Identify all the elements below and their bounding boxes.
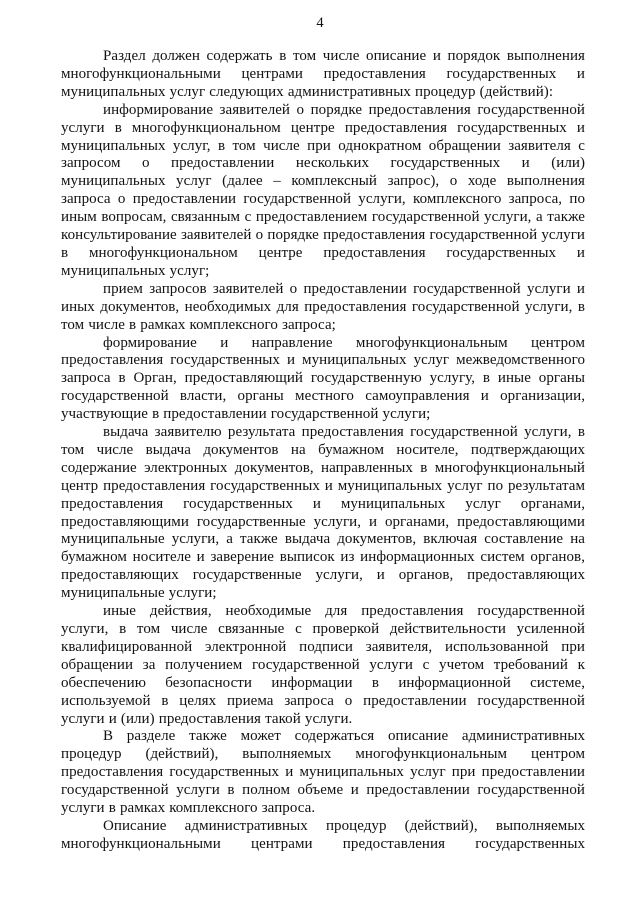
paragraph-interagency-request: формирование и направление многофункциональным центром предоставления государственных и муниципальных услуг межведомственного запроса в Орган, предоставляющий государственную услугу, в иные органы государственной власти, органы местного самоуправления и организации, участвующие в предоставлении государственной услуги; — [61, 334, 585, 423]
paragraph-informing-applicants: информирование заявителей о порядке предоставления государственной услуги в многофункциональном центре предоставления государственных и муниципальных услуг, в том числе при однократном обращении заявителя с запросом о предоставлении нескольких государственных и (или) муниципальных услуг (далее – комплексный запрос), о ходе выполнения запроса о предоставлении государственной услуги, комплексного запроса, по иным вопросам, связанным с предоставлением государственной услуги, а также консультирование заявителей о порядке предоставления государственной услуги в многофункциональном центре предоставления государственных и муниципальных услуг; — [61, 101, 585, 279]
paragraph-section-content: Раздел должен содержать в том числе описание и порядок выполнения многофункциональными центрами предоставления государственных и муниципальных услуг следующих административных процедур (действий): — [61, 48, 585, 100]
paragraph-section-may-contain: В разделе также может содержаться описание административных процедур (действий), выполняемых многофункциональным центром предоставления государственных и муниципальных услуг при предоставлении государственной услуги в полном объеме и предоставлении государственной услуги в рамках комплексного запроса. — [61, 728, 585, 817]
paragraph-receiving-requests: прием запросов заявителей о предоставлении государственной услуги и иных документов, необходимых для предоставления государственной услуги, в том числе в рамках комплексного запроса; — [61, 280, 585, 333]
paragraph-other-actions: иные действия, необходимые для предоставления государственной услуги, в том числе связанные с проверкой действительности усиленной квалифицированной электронной подписи заявителя, использованной при обращении за получением государственной услуги с учетом требований к обеспечению безопасности информации в информационной системе, используемой в целях приема запроса о предоставлении государственной услуги и (или) предоставления такой услуги. — [61, 603, 585, 727]
paragraph-issuing-result: выдача заявителю результата предоставления государственной услуги, в том числе выдача документов на бумажном носителе, подтверждающих содержание электронных документов, направленных в многофункциональный центр предоставления государственных и муниципальных услуг по результатам предоставления государственных и муниципальных услуг органами, предоставляющими государственные услуги, и органами, предоставляющими муниципальные услуги, а также выдача документов, включая составление на бумажном носителе и заверение выписок из информационных систем органов, предоставляющих государственные услуги, и органов, предоставляющих муниципальные услуги; — [61, 424, 585, 602]
document-body — [61, 48, 585, 854]
page-number: 4 — [316, 15, 324, 31]
paragraph-description-continued: Описание административных процедур (действий), выполняемых многофункциональными центрами предоставления государственных — [61, 817, 585, 852]
